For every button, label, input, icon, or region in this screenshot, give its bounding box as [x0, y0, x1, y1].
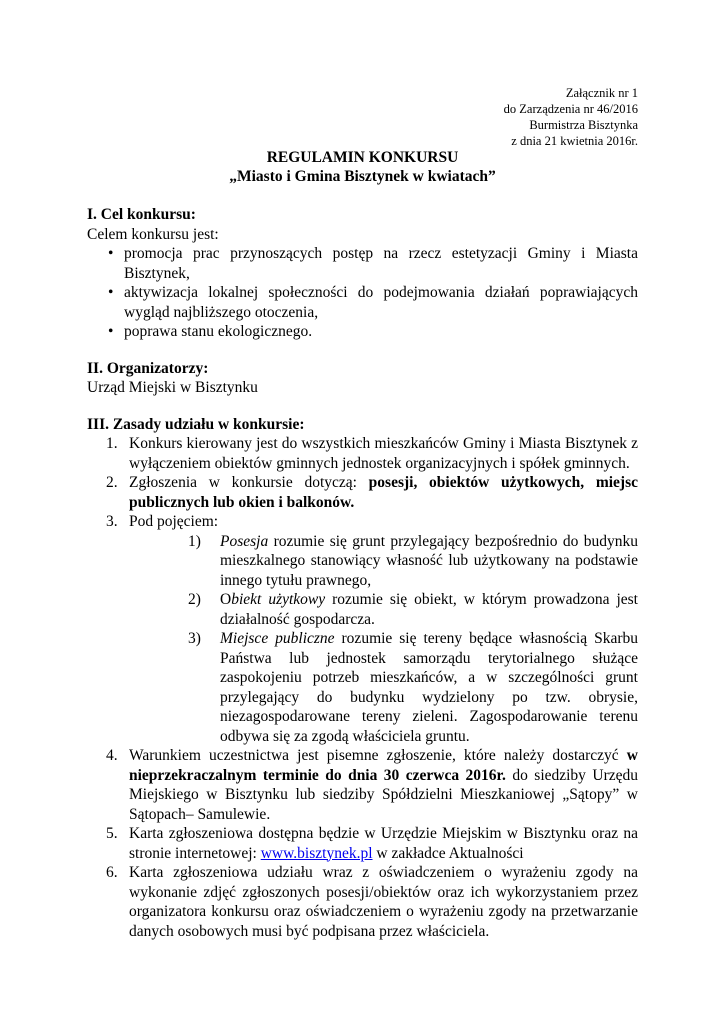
- sub-item-number: 3): [188, 630, 201, 647]
- item-text-end: w zakładce Aktualności: [372, 844, 524, 862]
- document-title: [0, 148, 725, 186]
- bullet-text: promocja prac przynoszących postęp na rzecz estetyzacji Gminy i Miasta Bisztynek,: [124, 245, 638, 282]
- sub-item-number: 1): [188, 532, 201, 550]
- organizer-name: Urząd Miejski w Bisztynku: [87, 379, 258, 396]
- item-number: 5.: [106, 825, 118, 842]
- definition-term: Miejsce publiczne: [220, 630, 335, 647]
- item-text: Warunkiem uczestnictwa jest pisemne zgłoszenie, które należy dostarczyć: [129, 747, 627, 764]
- list-item: [87, 244, 638, 283]
- website-link[interactable]: www.bisztynek.pl: [260, 844, 373, 862]
- definition-text: rozumie się tereny będące własnością Skarbu Państwa lub jednostek samorządu terytorialnego służące zaspokojeniu potrzeb mieszkańców, a w szczególności grunt przylegający do budynku wydzielony po tzw. obrysie, niezagospodarowane tereny zieleni. Zagospodarowanie terenu odbywa się za zgodą właściciela gruntu.: [220, 630, 638, 745]
- item-number: 4.: [106, 747, 118, 764]
- list-item: [87, 283, 638, 322]
- item-text: Karta zgłoszeniowa dostępna będzie w Urzędzie Miejskim w Bisztynku oraz na stronie internetowej:: [129, 825, 638, 862]
- bullet-icon: •: [108, 323, 114, 340]
- header-line: Załącznik nr 1: [565, 86, 638, 100]
- rule-item-2: [87, 473, 638, 512]
- header-line: z dnia 21 kwietnia 2016r.: [511, 134, 638, 148]
- rules-list: [87, 434, 638, 941]
- rule-item-3: [87, 512, 638, 746]
- section-intro: Celem konkursu jest:: [87, 225, 219, 243]
- list-item: [87, 322, 638, 342]
- rule-item-5: [87, 824, 638, 863]
- item-number: 3.: [106, 513, 118, 530]
- rule-item-4: [87, 746, 638, 824]
- bullet-icon: •: [108, 245, 114, 262]
- definition-term: Posesja: [220, 532, 269, 550]
- section-heading-rules: III. Zasady udziału w konkursie:: [87, 415, 305, 433]
- sub-item-number: 2): [188, 591, 201, 608]
- item-text: Karta zgłoszeniowa udziału wraz z oświadczeniem o wyrażeniu zgody na wykonanie zdjęć zgłoszonych posesji/obiektów oraz ich wykorzystaniem przez organizatora konkursu oraz oświadczeniem o wyrażeniu zgody na przetwarzanie danych osobowych musi być podpisana przez właściciela.: [129, 864, 638, 940]
- definitions-list: [129, 532, 638, 747]
- item-text-bold: w nieprzekraczalnym terminie do dnia 30 czerwca 2016r.: [129, 747, 638, 784]
- definition-term-initial: O: [220, 591, 232, 608]
- item-number: 6.: [106, 864, 118, 881]
- definition-text: rozumie się grunt przylegający bezpośrednio do budynku mieszkalnego stanowiący własność lub użytkowany na podstawie innego tytułu prawnego,: [220, 532, 638, 589]
- definition-item: [129, 590, 638, 629]
- item-text-end: do siedziby Urzędu Miejskiego w Bisztynku lub siedziby Spółdzielni Mieszkaniowej „Sątopy” w Sątopach– Samulewie.: [129, 766, 638, 823]
- item-number: 2.: [106, 474, 118, 491]
- document-body: [87, 205, 638, 941]
- bullet-text: poprawa stanu ekologicznego.: [124, 323, 313, 340]
- item-text: Zgłoszenia w konkursie dotyczą:: [129, 474, 369, 491]
- definition-item: [129, 532, 638, 591]
- definition-item: [129, 629, 638, 746]
- item-text: Pod pojęciem:: [129, 513, 219, 530]
- item-number: 1.: [106, 435, 118, 452]
- attachment-header: [504, 85, 638, 149]
- section-heading-organizers: II. Organizatorzy:: [87, 359, 209, 377]
- rule-item-6: [87, 863, 638, 941]
- section-heading-goal: I. Cel konkursu:: [87, 206, 196, 223]
- bullet-icon: •: [108, 284, 114, 301]
- title-main: REGULAMIN KONKURSU: [266, 149, 459, 166]
- header-line: Burmistrza Bisztynka: [529, 118, 638, 132]
- item-text-bold: posesji, obiektów użytkowych, miejsc publicznych lub okien i balkonów.: [129, 474, 639, 511]
- rule-item-1: [87, 434, 638, 473]
- definition-text: rozumie się obiekt, w którym prowadzona jest działalność gospodarcza.: [220, 591, 638, 628]
- bullet-text: aktywizacja lokalnej społeczności do podejmowania działań poprawiających wygląd najbliższego otoczenia,: [124, 284, 638, 321]
- header-line: do Zarządzenia nr 46/2016: [503, 102, 638, 116]
- title-subtitle: „Miasto i Gmina Bisztynek w kwiatach”: [229, 168, 496, 185]
- item-text: Konkurs kierowany jest do wszystkich mieszkańców Gminy i Miasta Bisztynek z wyłączeniem obiektów gminnych jednostek organizacyjnych i spółek gminnych.: [129, 435, 638, 472]
- goal-bullet-list: [87, 244, 638, 342]
- definition-term: biekt użytkowy: [231, 591, 326, 608]
